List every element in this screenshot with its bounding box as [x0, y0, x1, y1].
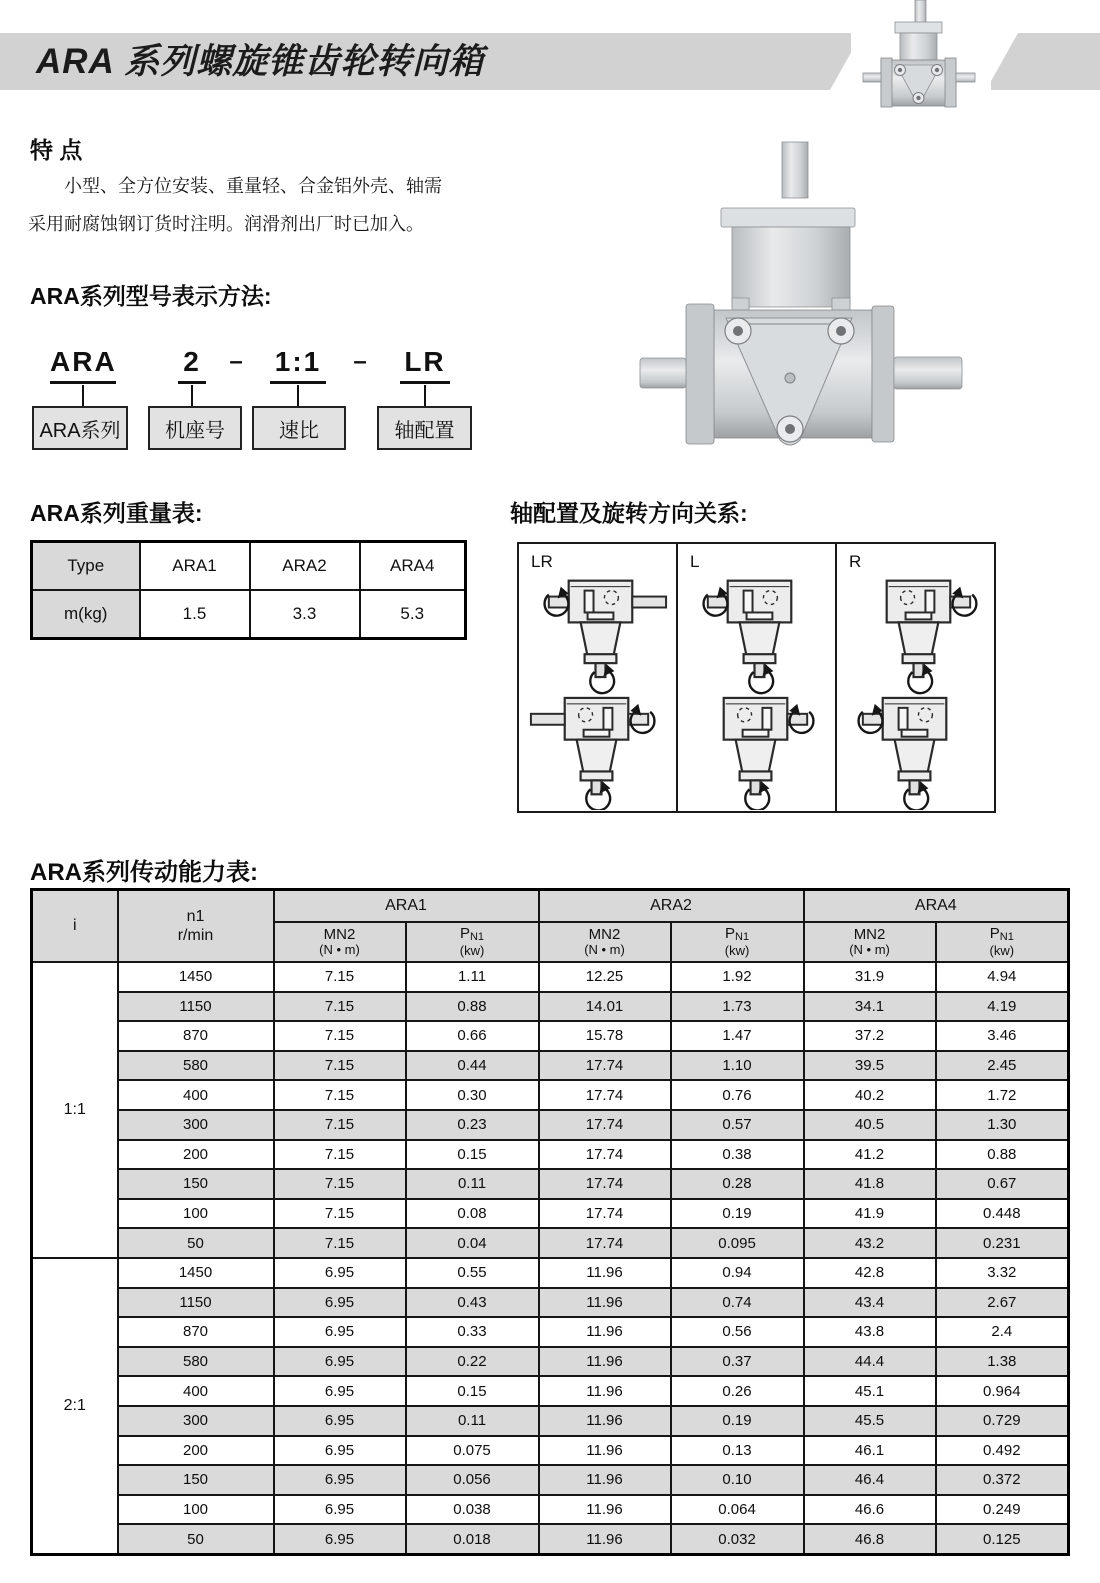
capacity-value: 0.74 [671, 1288, 804, 1318]
capacity-table [30, 888, 1070, 1556]
label-box-series: ARA系列 [32, 406, 128, 450]
capacity-value: 1.92 [671, 962, 804, 992]
weight-col-ara4: ARA4 [360, 542, 466, 591]
n1-value: 200 [118, 1140, 274, 1170]
shaft-config-heading: 轴配置及旋转方向关系: [510, 500, 748, 526]
capacity-value: 0.448 [936, 1199, 1069, 1229]
gearbox-photo-small [845, 0, 995, 120]
capacity-value: 42.8 [804, 1258, 936, 1288]
capacity-value: 0.33 [406, 1317, 539, 1347]
capacity-row [32, 1169, 1069, 1199]
n1-value: 200 [118, 1436, 274, 1466]
features-line-1: 小型、全方位安装、重量轻、合金铝外壳、轴需 [64, 176, 442, 196]
capacity-row [32, 1140, 1069, 1170]
group-header: ARA1 [274, 890, 539, 923]
n1-value: 1450 [118, 962, 274, 992]
capacity-value: 43.4 [804, 1288, 936, 1318]
capacity-value: 11.96 [539, 1495, 671, 1525]
ratio-cell: 2:1 [32, 1258, 118, 1554]
weight-header-row [32, 542, 466, 591]
capacity-value: 43.8 [804, 1317, 936, 1347]
mn2-header: MN2 (N • m) [539, 922, 671, 962]
capacity-value: 17.74 [539, 1080, 671, 1110]
capacity-value: 0.125 [936, 1524, 1069, 1554]
capacity-value: 6.95 [274, 1258, 406, 1288]
n1-value: 580 [118, 1051, 274, 1081]
capacity-value: 0.038 [406, 1495, 539, 1525]
capacity-value: 6.95 [274, 1317, 406, 1347]
gearbox-diagram-r [837, 562, 994, 810]
capacity-value: 0.26 [671, 1376, 804, 1406]
pn1-header: PN1 (kw) [936, 922, 1069, 962]
connector-line [424, 385, 426, 406]
capacity-value: 0.56 [671, 1317, 804, 1347]
capacity-value: 11.96 [539, 1317, 671, 1347]
shaft-config-cell-r [837, 544, 994, 811]
capacity-row [32, 1347, 1069, 1377]
capacity-row [32, 1110, 1069, 1140]
model-code-series: ARA [50, 345, 116, 384]
capacity-value: 0.231 [936, 1228, 1069, 1258]
n1-value: 100 [118, 1199, 274, 1229]
capacity-value: 15.78 [539, 1021, 671, 1051]
capacity-value: 41.2 [804, 1140, 936, 1170]
features-heading: 特 点 [30, 137, 83, 163]
n1-value: 870 [118, 1317, 274, 1347]
n1-value: 1450 [118, 1258, 274, 1288]
capacity-value: 46.8 [804, 1524, 936, 1554]
capacity-value: 17.74 [539, 1199, 671, 1229]
capacity-value: 0.23 [406, 1110, 539, 1140]
capacity-value: 6.95 [274, 1524, 406, 1554]
capacity-value: 0.372 [936, 1465, 1069, 1495]
n1-value: 150 [118, 1465, 274, 1495]
capacity-row [32, 1406, 1069, 1436]
model-code-frame: 2 [178, 345, 206, 384]
capacity-value: 34.1 [804, 992, 936, 1022]
capacity-value: 1.30 [936, 1110, 1069, 1140]
capacity-value: 1.38 [936, 1347, 1069, 1377]
connector-line [191, 385, 193, 406]
capacity-row [32, 1021, 1069, 1051]
capacity-value: 0.729 [936, 1406, 1069, 1436]
capacity-value: 2.67 [936, 1288, 1069, 1318]
connector-line [297, 385, 299, 406]
weight-table [30, 540, 467, 640]
mn2-header: MN2 (N • m) [274, 922, 406, 962]
capacity-value: 0.22 [406, 1347, 539, 1377]
capacity-value: 44.4 [804, 1347, 936, 1377]
group-header: ARA4 [804, 890, 1069, 923]
connector-line [82, 385, 84, 406]
model-code-shaft: LR [400, 345, 450, 384]
capacity-value: 45.1 [804, 1376, 936, 1406]
capacity-value: 7.15 [274, 1051, 406, 1081]
capacity-row [32, 1199, 1069, 1229]
label-box-ratio: 速比 [252, 406, 346, 450]
shaft-config-cell-lr [519, 544, 678, 811]
capacity-value: 7.15 [274, 962, 406, 992]
col-header-n1 [118, 890, 274, 963]
capacity-value: 2.4 [936, 1317, 1069, 1347]
model-designation-heading: ARA系列型号表示方法: [30, 283, 272, 309]
capacity-value: 6.95 [274, 1376, 406, 1406]
capacity-value: 46.1 [804, 1436, 936, 1466]
capacity-value: 3.32 [936, 1258, 1069, 1288]
code-separator: – [353, 348, 367, 375]
capacity-value: 39.5 [804, 1051, 936, 1081]
capacity-value: 45.5 [804, 1406, 936, 1436]
gearbox-diagram-lr [519, 562, 676, 810]
capacity-value: 1.10 [671, 1051, 804, 1081]
n1-value: 1150 [118, 992, 274, 1022]
capacity-value: 0.13 [671, 1436, 804, 1466]
capacity-row [32, 1524, 1069, 1554]
variant-label: LR [531, 552, 553, 571]
capacity-value: 11.96 [539, 1258, 671, 1288]
capacity-value: 0.66 [406, 1021, 539, 1051]
n1-value: 1150 [118, 1288, 274, 1318]
capacity-value: 0.88 [406, 992, 539, 1022]
capacity-value: 0.075 [406, 1436, 539, 1466]
n1-value: 150 [118, 1169, 274, 1199]
capacity-value: 0.43 [406, 1288, 539, 1318]
capacity-value: 1.47 [671, 1021, 804, 1051]
capacity-value: 7.15 [274, 1228, 406, 1258]
capacity-value: 7.15 [274, 1199, 406, 1229]
n1-label: n1 [186, 907, 205, 925]
capacity-value: 11.96 [539, 1524, 671, 1554]
mn2-header: MN2 (N • m) [804, 922, 936, 962]
capacity-row [32, 1436, 1069, 1466]
capacity-value: 0.018 [406, 1524, 539, 1554]
weight-value: 3.3 [250, 590, 360, 639]
page-title: ARA 系列螺旋锥齿轮转向箱 [36, 42, 485, 81]
capacity-row [32, 992, 1069, 1022]
capacity-value: 0.11 [406, 1169, 539, 1199]
capacity-value: 0.056 [406, 1465, 539, 1495]
weight-row-label: m(kg) [32, 590, 140, 639]
n1-value: 50 [118, 1524, 274, 1554]
capacity-value: 41.9 [804, 1199, 936, 1229]
capacity-value: 4.19 [936, 992, 1069, 1022]
weight-col-ara2: ARA2 [250, 542, 360, 591]
pn1-header: PN1 (kw) [671, 922, 804, 962]
model-code-ratio: 1:1 [270, 345, 326, 384]
capacity-value: 6.95 [274, 1406, 406, 1436]
capacity-value: 17.74 [539, 1169, 671, 1199]
capacity-value: 7.15 [274, 1080, 406, 1110]
capacity-value: 0.88 [936, 1140, 1069, 1170]
capacity-value: 7.15 [274, 992, 406, 1022]
capacity-value: 0.08 [406, 1199, 539, 1229]
capacity-row [32, 1051, 1069, 1081]
capacity-value: 0.095 [671, 1228, 804, 1258]
capacity-value: 37.2 [804, 1021, 936, 1051]
capacity-value: 0.44 [406, 1051, 539, 1081]
n1-value: 100 [118, 1495, 274, 1525]
n1-value: 50 [118, 1228, 274, 1258]
capacity-value: 0.064 [671, 1495, 804, 1525]
capacity-value: 0.94 [671, 1258, 804, 1288]
code-separator: – [229, 348, 243, 375]
capacity-row [32, 1258, 1069, 1288]
n1-unit: r/min [177, 927, 214, 944]
capacity-value: 40.5 [804, 1110, 936, 1140]
capacity-row [32, 962, 1069, 992]
capacity-row [32, 1376, 1069, 1406]
n1-value: 300 [118, 1110, 274, 1140]
capacity-value: 2.45 [936, 1051, 1069, 1081]
capacity-row [32, 1080, 1069, 1110]
weight-value: 5.3 [360, 590, 466, 639]
capacity-value: 0.964 [936, 1376, 1069, 1406]
capacity-value: 7.15 [274, 1021, 406, 1051]
n1-value: 870 [118, 1021, 274, 1051]
n1-value: 300 [118, 1406, 274, 1436]
n1-value: 400 [118, 1376, 274, 1406]
capacity-value: 0.30 [406, 1080, 539, 1110]
capacity-value: 3.46 [936, 1021, 1069, 1051]
pn1-header: PN1 (kw) [406, 922, 539, 962]
group-header-row [32, 890, 1069, 923]
capacity-value: 0.28 [671, 1169, 804, 1199]
capacity-value: 11.96 [539, 1436, 671, 1466]
capacity-value: 0.76 [671, 1080, 804, 1110]
capacity-value: 0.11 [406, 1406, 539, 1436]
capacity-value: 17.74 [539, 1110, 671, 1140]
capacity-value: 0.249 [936, 1495, 1069, 1525]
capacity-value: 6.95 [274, 1347, 406, 1377]
group-header: ARA2 [539, 890, 804, 923]
capacity-value: 12.25 [539, 962, 671, 992]
capacity-row [32, 1465, 1069, 1495]
capacity-value: 31.9 [804, 962, 936, 992]
capacity-value: 40.2 [804, 1080, 936, 1110]
capacity-value: 1.72 [936, 1080, 1069, 1110]
weight-col-ara1: ARA1 [140, 542, 250, 591]
banner-band-accent [986, 33, 1100, 90]
features-line-2: 采用耐腐蚀钢订货时注明。润滑剂出厂时已加入。 [28, 214, 424, 234]
capacity-value: 11.96 [539, 1288, 671, 1318]
shaft-config-cell-l [678, 544, 837, 811]
capacity-row [32, 1228, 1069, 1258]
capacity-table-heading: ARA系列传动能力表: [30, 859, 258, 886]
capacity-row [32, 1317, 1069, 1347]
capacity-value: 17.74 [539, 1051, 671, 1081]
weight-value: 1.5 [140, 590, 250, 639]
ratio-cell: 1:1 [32, 962, 118, 1258]
capacity-value: 4.94 [936, 962, 1069, 992]
n1-value: 580 [118, 1347, 274, 1377]
capacity-value: 11.96 [539, 1376, 671, 1406]
capacity-value: 7.15 [274, 1110, 406, 1140]
capacity-value: 7.15 [274, 1169, 406, 1199]
capacity-value: 6.95 [274, 1288, 406, 1318]
capacity-value: 17.74 [539, 1228, 671, 1258]
capacity-value: 46.4 [804, 1465, 936, 1495]
capacity-value: 14.01 [539, 992, 671, 1022]
label-box-frame: 机座号 [148, 406, 242, 450]
capacity-value: 11.96 [539, 1406, 671, 1436]
gearbox-photo-large [620, 128, 1080, 468]
capacity-value: 0.67 [936, 1169, 1069, 1199]
capacity-value: 17.74 [539, 1140, 671, 1170]
capacity-value: 0.55 [406, 1258, 539, 1288]
capacity-value: 6.95 [274, 1465, 406, 1495]
weight-table-heading: ARA系列重量表: [30, 500, 203, 526]
capacity-value: 41.8 [804, 1169, 936, 1199]
capacity-row [32, 1495, 1069, 1525]
gearbox-diagram-l [678, 562, 835, 810]
variant-label: R [849, 552, 862, 571]
capacity-value: 0.15 [406, 1140, 539, 1170]
capacity-value: 43.2 [804, 1228, 936, 1258]
shaft-config-panel [517, 542, 996, 813]
capacity-value: 46.6 [804, 1495, 936, 1525]
capacity-value: 11.96 [539, 1465, 671, 1495]
weight-value-row [32, 590, 466, 639]
capacity-value: 11.96 [539, 1347, 671, 1377]
capacity-value: 0.37 [671, 1347, 804, 1377]
capacity-row [32, 1288, 1069, 1318]
capacity-value: 0.15 [406, 1376, 539, 1406]
variant-label: L [690, 552, 700, 571]
capacity-value: 1.73 [671, 992, 804, 1022]
capacity-value: 0.38 [671, 1140, 804, 1170]
label-box-shaft: 轴配置 [377, 406, 472, 450]
capacity-value: 0.10 [671, 1465, 804, 1495]
capacity-value: 0.032 [671, 1524, 804, 1554]
n1-value: 400 [118, 1080, 274, 1110]
capacity-value: 0.57 [671, 1110, 804, 1140]
col-header-i: i [32, 890, 118, 963]
capacity-value: 0.19 [671, 1199, 804, 1229]
capacity-value: 6.95 [274, 1495, 406, 1525]
weight-col-type: Type [32, 542, 140, 591]
capacity-value: 6.95 [274, 1436, 406, 1466]
capacity-value: 7.15 [274, 1140, 406, 1170]
capacity-value: 0.04 [406, 1228, 539, 1258]
capacity-value: 0.492 [936, 1436, 1069, 1466]
capacity-value: 0.19 [671, 1406, 804, 1436]
capacity-value: 1.11 [406, 962, 539, 992]
